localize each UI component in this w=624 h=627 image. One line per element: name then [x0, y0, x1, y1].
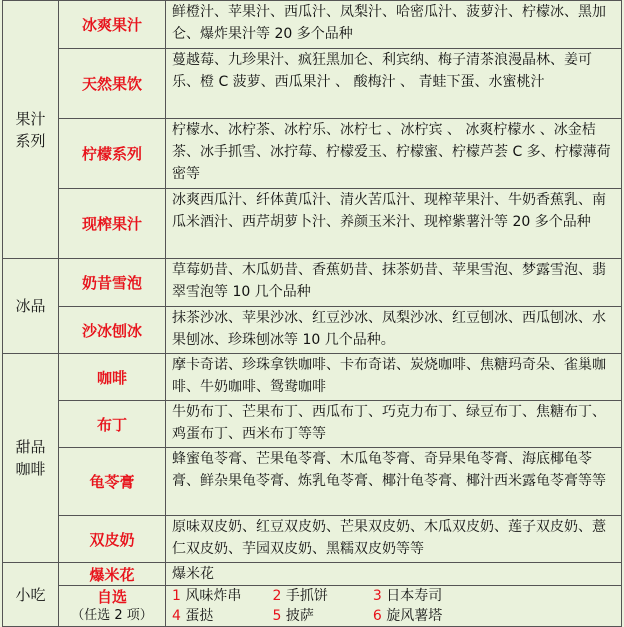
series-ice — [3, 259, 59, 354]
category-label: 奶昔雪泡 — [81, 274, 142, 292]
series-label: 小吃 — [15, 585, 46, 604]
items-text: 爆米花 — [172, 566, 214, 582]
items-cell — [166, 119, 622, 189]
items-text: 草莓奶昔、木瓜奶昔、香蕉奶昔、抹茶奶昔、苹果雪泡、梦露雪泡、翡翠雪泡等 10 几个品种 — [172, 262, 606, 300]
table-row — [3, 307, 622, 354]
items-cell — [166, 189, 622, 259]
items-cell — [166, 586, 622, 627]
category-label: 龟苓膏 — [89, 473, 135, 491]
items-text: 蜂蜜龟苓膏、芒果龟苓膏、木瓜龟苓膏、奇异果龟苓膏、海底椰龟苓膏、鲜杂果龟苓膏、炼乳龟苓膏、椰汁龟苓膏、椰汁西米露龟苓膏等等 — [172, 451, 606, 489]
choice-item: 1 风味炸串 — [172, 588, 242, 604]
table-row — [3, 189, 622, 259]
selection-note: （任选 2 项） — [71, 608, 153, 623]
items-cell — [166, 354, 622, 401]
category-label: 双皮奶 — [89, 530, 135, 549]
category-label: 自选 — [96, 588, 127, 606]
category-label: 现榨果汁 — [81, 215, 142, 233]
items-text: 摩卡奇诺、珍珠拿铁咖啡、卡布奇诺、炭烧咖啡、焦糖玛奇朵、雀巢咖啡、牛奶咖啡、鸳鸯咖啡 — [172, 357, 606, 395]
choice-line — [172, 606, 617, 626]
items-cell — [166, 516, 622, 563]
items-cell — [166, 448, 622, 516]
series-label: 冰品 — [15, 297, 46, 315]
menu-table — [2, 0, 622, 627]
category-cell — [59, 1, 166, 49]
items-text: 柠檬水、冰柠茶、冰柠乐、冰柠七 、冰柠宾 、 冰爽柠檬水 、冰金桔茶、冰手抓雪、冰拧莓、柠檬爱玉、柠檬蜜、柠檬芦荟 C 多、柠檬薄荷密等 — [172, 122, 611, 182]
table-row — [3, 119, 622, 189]
items-cell — [166, 1, 622, 49]
category-cell — [59, 189, 166, 259]
choice-item: 2 手抓饼 — [272, 588, 328, 604]
items-text: 冰爽西瓜汁、纤体黄瓜汁、清火苦瓜汁、现榨苹果汁、牛奶香蕉乳、南瓜米酒汁、西芹胡萝卜汁、养颜玉米汁、现榨紫薯汁等 20 多个品种 — [172, 192, 606, 230]
category-cell — [59, 563, 166, 586]
category-cell — [59, 448, 166, 516]
table-row — [3, 586, 622, 627]
series-snack — [3, 563, 59, 627]
table-row — [3, 563, 622, 586]
table-row — [3, 49, 622, 119]
items-text: 原味双皮奶、红豆双皮奶、芒果双皮奶、木瓜双皮奶、莲子双皮奶、薏仁双皮奶、芋园双皮奶、黑糯双皮奶等等 — [172, 519, 606, 557]
table-row — [3, 259, 622, 307]
table-row — [3, 448, 622, 516]
category-label: 冰爽果汁 — [81, 16, 142, 34]
series-label: 果汁 系列 — [15, 109, 46, 150]
items-text: 蔓越莓、九珍果汁、疯狂黑加仑、利宾纳、梅子清茶浪漫晶林、姜可乐、橙 C 菠萝、西瓜果汁 、 酸梅汁 、 青蛙下蛋、水蜜桃汁 — [172, 52, 592, 90]
items-text: 鲜橙汁、苹果汁、西瓜汁、凤梨汁、哈密瓜汁、菠萝汁、柠檬冰、黑加仑、爆炸果汁等 20 多个品种 — [172, 4, 606, 42]
choice-item: 3 日本寿司 — [372, 588, 443, 604]
category-cell — [59, 119, 166, 189]
items-cell — [166, 259, 622, 307]
series-dessert — [3, 354, 59, 563]
category-cell — [59, 516, 166, 563]
category-cell — [59, 354, 166, 401]
category-label: 布丁 — [96, 415, 127, 434]
category-label: 天然果饮 — [81, 75, 142, 93]
category-label: 沙冰刨冰 — [81, 321, 142, 340]
category-cell — [59, 307, 166, 354]
category-cell — [59, 401, 166, 448]
category-label: 柠檬系列 — [81, 145, 142, 163]
items-text: 抹茶沙冰、苹果沙冰、红豆沙冰、凤梨沙冰、红豆刨冰、西瓜刨冰、水果刨冰、珍珠刨冰等 10 几个品种。 — [172, 310, 606, 348]
series-label: 甜品 咖啡 — [15, 438, 46, 478]
choice-line — [172, 586, 617, 606]
category-cell — [59, 586, 166, 627]
category-label: 咖啡 — [96, 368, 127, 387]
items-cell — [166, 563, 622, 586]
table-row — [3, 516, 622, 563]
category-label: 爆米花 — [89, 565, 135, 584]
items-cell — [166, 49, 622, 119]
category-cell — [59, 259, 166, 307]
series-juice — [3, 1, 59, 259]
table-row — [3, 401, 622, 448]
table-row — [3, 1, 622, 49]
choice-item: 6 旋风薯塔 — [372, 608, 443, 624]
items-text: 牛奶布丁、芒果布丁、西瓜布丁、巧克力布丁、绿豆布丁、焦糖布丁、鸡蛋布丁、西米布丁等等 — [172, 404, 606, 442]
category-cell — [59, 49, 166, 119]
choice-item: 5 披萨 — [272, 608, 314, 624]
items-cell — [166, 307, 622, 354]
choice-item: 4 蛋挞 — [172, 608, 214, 624]
table-row — [3, 354, 622, 401]
items-cell — [166, 401, 622, 448]
